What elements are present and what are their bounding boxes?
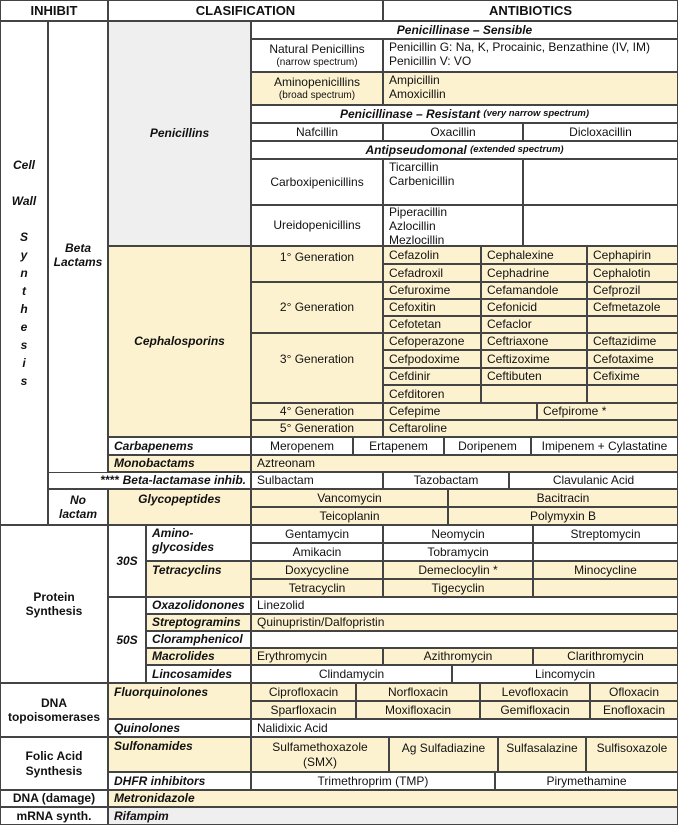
drug-tazobactam: Tazobactam xyxy=(383,472,509,489)
drug-metronidazole: Metronidazole xyxy=(108,790,678,807)
drug-ag-sulfadiazine: Ag Sulfadiazine xyxy=(389,737,498,772)
carboxipenicillins: Carboxipenicillins xyxy=(251,159,383,205)
drug-cefprozil: Cefprozil xyxy=(587,282,678,299)
drug-tetracyclin: Tetracyclin xyxy=(251,579,383,597)
drug-ceftaroline: Ceftaroline xyxy=(383,420,678,437)
drug-dicloxacillin: Dicloxacillin xyxy=(523,123,678,141)
beta-lactamase-label: **** Beta-lactamase inhib. xyxy=(48,472,251,489)
drug-cefaclor: Cefaclor xyxy=(481,316,587,333)
macrolides-label: Macrolides xyxy=(146,648,251,665)
drug-enofloxacin: Enofloxacin xyxy=(590,701,678,719)
carbapenems-label: Carbapenems xyxy=(108,437,251,455)
header-antibiotics: ANTIBIOTICS xyxy=(383,0,678,21)
drug-vancomycin: Vancomycin xyxy=(251,489,448,507)
drug-ertapenem: Ertapenem xyxy=(353,437,444,455)
drug-trimethoprim: Trimethroprim (TMP) xyxy=(251,772,495,790)
streptogramins-label: Streptogramins xyxy=(146,614,251,631)
drug-cefazolin: Cefazolin xyxy=(383,246,481,264)
gen3-label: 3° Generation xyxy=(251,333,383,403)
cell-wall-synthesis-label: Cell Wall S y n t h e s i s xyxy=(0,21,48,525)
drug-teicoplanin: Teicoplanin xyxy=(251,507,448,525)
tetracyclins-label: Tetracyclins xyxy=(146,561,251,597)
drug-norfloxacin: Norfloxacin xyxy=(356,683,480,701)
drug-cephalexine: Cephalexine xyxy=(481,246,587,264)
ribosome-30s-label: 30S xyxy=(108,525,146,597)
drug-erythromycin: Erythromycin xyxy=(251,648,383,665)
drug-doripenem: Doripenem xyxy=(444,437,531,455)
aminopenicillins-drugs: Ampicillin Amoxicillin xyxy=(383,72,678,105)
drug-ofloxacin: Ofloxacin xyxy=(590,683,678,701)
ribosome-50s-label: 50S xyxy=(108,597,146,683)
drug-bacitracin: Bacitracin xyxy=(448,489,678,507)
penicillinase-sensible-title: Penicillinase – Sensible xyxy=(251,21,678,39)
sulfonamides-label: Sulfonamides xyxy=(108,737,251,772)
monobactams-label: Monobactams xyxy=(108,455,251,472)
drug-demeclocylin: Demeclocylin * xyxy=(383,561,533,579)
dna-damage-label: DNA (damage) xyxy=(0,790,108,807)
drug-cephapirin: Cephapirin xyxy=(587,246,678,264)
drug-cefpodoxime: Cefpodoxime xyxy=(383,350,481,368)
natural-penicillins-drugs: Penicillin G: Na, K, Procainic, Benzathine (IV, IM) Penicillin V: VO xyxy=(383,39,678,72)
drug-imipenem: Imipenem + Cylastatine xyxy=(531,437,678,455)
drug-cefepime: Cefepime xyxy=(383,403,537,420)
drug-clindamycin: Clindamycin xyxy=(251,665,452,683)
drug-meropenem: Meropenem xyxy=(251,437,353,455)
cephalosporins-label: Cephalosporins xyxy=(108,246,251,437)
natural-penicillins: Natural Penicillins (narrow spectrum) xyxy=(251,39,383,72)
antipseudomonal-title: Antipseudomonal (extended spectrum) xyxy=(251,141,678,159)
drug-quinupristin-dalfopristin: Quinupristin/Dalfopristin xyxy=(251,614,678,631)
mrna-synthesis-label: mRNA synth. xyxy=(0,807,108,825)
drug-cephadrine: Cephadrine xyxy=(481,264,587,282)
drug-nafcillin: Nafcillin xyxy=(251,123,383,141)
dhfr-inhibitors-label: DHFR inhibitors xyxy=(108,772,251,790)
gen5-label: 5° Generation xyxy=(251,420,383,437)
drug-cefamandole: Cefamandole xyxy=(481,282,587,299)
drug-cefpirome: Cefpirome * xyxy=(537,403,678,420)
drug-ceftriaxone: Ceftriaxone xyxy=(481,333,587,350)
empty-cell xyxy=(533,579,678,597)
folic-acid-synthesis-label: Folic Acid Synthesis xyxy=(0,737,108,790)
drug-sparfloxacin: Sparfloxacin xyxy=(251,701,356,719)
fluorquinolones-label: Fluorquinolones xyxy=(108,683,251,719)
empty-cell xyxy=(481,385,587,403)
gen4-label: 4° Generation xyxy=(251,403,383,420)
drug-tigecyclin: Tigecyclin xyxy=(383,579,533,597)
drug-ceftazidime: Ceftazidime xyxy=(587,333,678,350)
drug-streptomycin: Streptomycin xyxy=(533,525,678,543)
penicillinase-resistant-title: Penicillinase – Resistant (very narrow spectrum) xyxy=(251,105,678,123)
drug-linezolid: Linezolid xyxy=(251,597,678,614)
gen2-label: 2° Generation xyxy=(251,282,383,333)
drug-ceftizoxime: Ceftizoxime xyxy=(481,350,587,368)
glycopeptides-label: Glycopeptides xyxy=(108,489,251,525)
no-lactam-label: No lactam xyxy=(48,489,108,525)
dna-topoisomerases-label: DNA topoisomerases xyxy=(0,683,108,737)
drug-cefoperazone: Cefoperazone xyxy=(383,333,481,350)
drug-sulfasalazine: Sulfasalazine xyxy=(498,737,586,772)
drug-aztreonam: Aztreonam xyxy=(251,455,678,472)
empty-cell xyxy=(533,543,678,561)
header-classification: CLASIFICATION xyxy=(108,0,383,21)
lincosamides-label: Lincosamides xyxy=(146,665,251,683)
empty-cell xyxy=(587,316,678,333)
protein-synthesis-label: Protein Synthesis xyxy=(0,525,108,683)
drug-polymyxin-b: Polymyxin B xyxy=(448,507,678,525)
ureidopenicillins-drugs: Piperacillin Azlocillin Mezlocillin xyxy=(383,205,523,246)
drug-moxifloxacin: Moxifloxacin xyxy=(356,701,480,719)
gen1-label: 1° Generation xyxy=(251,246,383,282)
drug-cefadroxil: Cefadroxil xyxy=(383,264,481,282)
oxazolidonones-label: Oxazolidonones xyxy=(146,597,251,614)
drug-ceftibuten: Ceftibuten xyxy=(481,368,587,385)
drug-levofloxacin: Levofloxacin xyxy=(480,683,590,701)
header-inhibit: INHIBIT xyxy=(0,0,108,21)
drug-cefonicid: Cefonicid xyxy=(481,299,587,316)
drug-cefditoren: Cefditoren xyxy=(383,385,481,403)
drug-clavulanic-acid: Clavulanic Acid xyxy=(509,472,678,489)
drug-clarithromycin: Clarithromycin xyxy=(533,648,678,665)
drug-neomycin: Neomycin xyxy=(383,525,533,543)
aminopenicillins: Aminopenicillins (broad spectrum) xyxy=(251,72,383,105)
drug-lincomycin: Lincomycin xyxy=(452,665,678,683)
drug-azithromycin: Azithromycin xyxy=(383,648,533,665)
drug-doxycycline: Doxycycline xyxy=(251,561,383,579)
drug-gentamycin: Gentamycin xyxy=(251,525,383,543)
empty-cell xyxy=(587,385,678,403)
drug-oxacillin: Oxacillin xyxy=(383,123,523,141)
drug-pirymethamine: Pirymethamine xyxy=(495,772,678,790)
aminoglycosides-label: Amino- glycosides xyxy=(146,525,251,561)
cloramphenicol-label: Cloramphenicol xyxy=(146,631,251,648)
drug-cephalotin: Cephalotin xyxy=(587,264,678,282)
drug-cefdinir: Cefdinir xyxy=(383,368,481,385)
carboxipenicillins-drugs: Ticarcillin Carbenicillin xyxy=(383,159,523,205)
drug-gemifloxacin: Gemifloxacin xyxy=(480,701,590,719)
drug-cefoxitin: Cefoxitin xyxy=(383,299,481,316)
drug-cefixime: Cefixime xyxy=(587,368,678,385)
drug-rifampim: Rifampim xyxy=(108,807,678,825)
drug-ciprofloxacin: Ciprofloxacin xyxy=(251,683,356,701)
penicillins-label: Penicillins xyxy=(108,21,251,246)
empty-cell xyxy=(523,205,678,246)
drug-amikacin: Amikacin xyxy=(251,543,383,561)
drug-cefotetan: Cefotetan xyxy=(383,316,481,333)
drug-minocycline: Minocycline xyxy=(533,561,678,579)
drug-nalidixic-acid: Nalidixic Acid xyxy=(251,719,678,737)
drug-cefuroxime: Cefuroxime xyxy=(383,282,481,299)
drug-sulfamethoxazole: Sulfamethoxazole (SMX) xyxy=(251,737,389,772)
quinolones-label: Quinolones xyxy=(108,719,251,737)
drug-cefotaxime: Cefotaxime xyxy=(587,350,678,368)
empty-cell xyxy=(523,159,678,205)
beta-lactams-label: Beta Lactams xyxy=(48,21,108,489)
ureidopenicillins: Ureidopenicillins xyxy=(251,205,383,246)
drug-sulfisoxazole: Sulfisoxazole xyxy=(586,737,678,772)
drug-sulbactam: Sulbactam xyxy=(251,472,383,489)
drug-tobramycin: Tobramycin xyxy=(383,543,533,561)
drug-cefmetazole: Cefmetazole xyxy=(587,299,678,316)
empty-cell xyxy=(251,631,678,648)
